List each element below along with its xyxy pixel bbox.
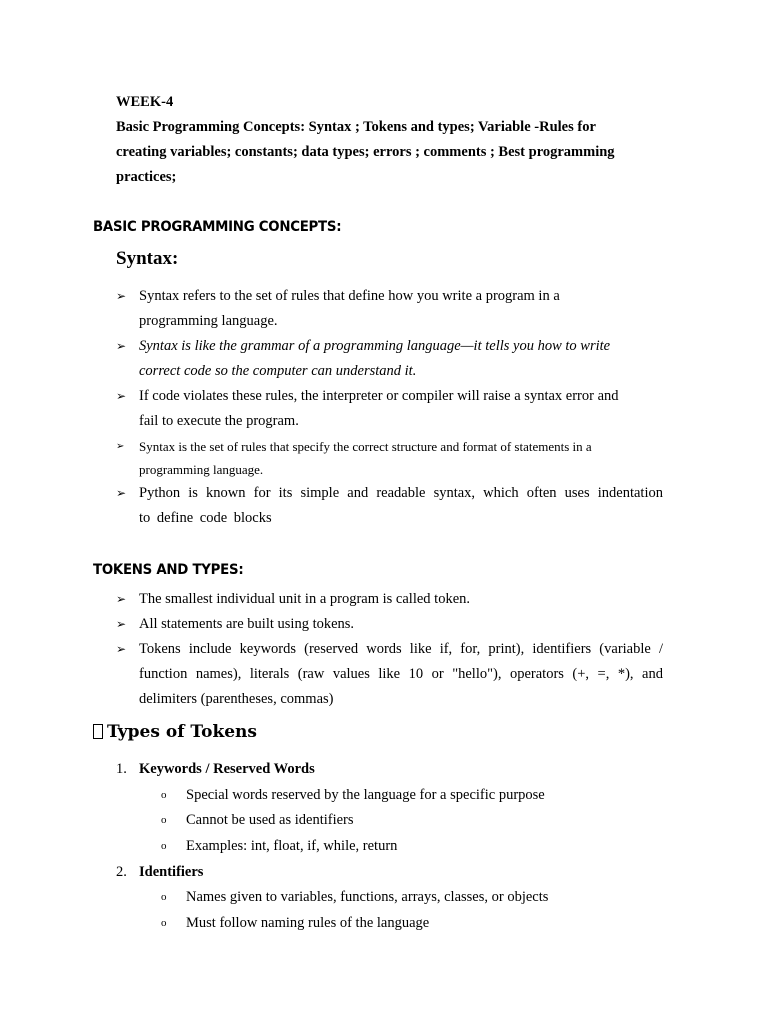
- list-item-text: Tokens include keywords (reserved words like if, for, print), identifiers (variable /: [139, 641, 663, 657]
- item-number: 1.: [116, 761, 127, 777]
- list-item-text: correct code so the computer can understand it.: [139, 363, 417, 379]
- topics-line-1: Basic Programming Concepts: Syntax ; Tokens and types; Variable -Rules for: [116, 119, 596, 135]
- syntax-heading: Syntax:: [116, 248, 179, 269]
- circle-bullet-icon: o: [161, 891, 167, 903]
- list-item-text: programming language.: [139, 313, 278, 329]
- week-label: WEEK-4: [116, 94, 174, 110]
- list-item-text: delimiters (parentheses, commas): [139, 691, 334, 707]
- sub-list-item-text: Cannot be used as identifiers: [186, 812, 354, 828]
- topics-line-3: practices;: [116, 169, 177, 185]
- sub-list-item-text: Special words reserved by the language for a specific purpose: [186, 787, 545, 803]
- sub-list-item-text: Examples: int, float, if, while, return: [186, 838, 398, 854]
- types-heading-text: Types of Tokens: [107, 722, 257, 742]
- list-item-text: programming language.: [139, 462, 264, 477]
- list-item-text: Syntax is like the grammar of a programming language—it tells you how to write: [139, 338, 611, 354]
- circle-bullet-icon: o: [161, 917, 167, 929]
- list-item-text: Syntax is the set of rules that specify the correct structure and format of statements in a: [139, 439, 592, 454]
- section-heading-tokens: TOKENS AND TYPES:: [93, 562, 244, 578]
- circle-bullet-icon: o: [161, 840, 167, 852]
- arrow-bullet-icon: ➢: [116, 642, 127, 656]
- list-item-text: If code violates these rules, the interpreter or compiler will raise a syntax error and: [139, 388, 619, 404]
- list-item-text: fail to execute the program.: [139, 413, 299, 429]
- arrow-bullet-icon: ➢: [116, 617, 127, 631]
- circle-bullet-icon: o: [161, 814, 167, 826]
- sub-list-item-text: Names given to variables, functions, arrays, classes, or objects: [186, 889, 549, 905]
- list-item-text: All statements are built using tokens.: [139, 616, 355, 632]
- missing-glyph-icon: [93, 724, 103, 739]
- types-of-tokens-heading: [93, 722, 257, 742]
- item-label: Keywords / Reserved Words: [139, 761, 315, 777]
- list-item-text: Python is known for its simple and readable syntax, which often uses indentation: [139, 485, 663, 501]
- section-heading-basic: BASIC PROGRAMMING CONCEPTS:: [93, 219, 342, 235]
- document-header: [116, 90, 676, 190]
- arrow-bullet-icon: ➢: [116, 592, 127, 606]
- list-item-text: to define code blocks: [139, 510, 272, 526]
- circle-bullet-icon: o: [161, 789, 167, 801]
- list-item-text: Syntax refers to the set of rules that define how you write a program in a: [139, 288, 560, 304]
- sub-list-item-text: Must follow naming rules of the language: [186, 915, 430, 931]
- item-label: Identifiers: [139, 864, 204, 880]
- arrow-bullet-icon: ➢: [116, 289, 127, 303]
- list-item-text: function names), literals (raw values like 10 or "hello"), operators (+, =, *), and: [139, 666, 663, 682]
- list-item-text: The smallest individual unit in a program is called token.: [139, 591, 471, 607]
- arrow-bullet-icon: ➢: [116, 441, 125, 452]
- topics-line-2: creating variables; constants; data types; errors ; comments ; Best programming: [116, 144, 615, 160]
- arrow-bullet-icon: ➢: [116, 389, 127, 403]
- item-number: 2.: [116, 864, 127, 880]
- arrow-bullet-icon: ➢: [116, 339, 127, 353]
- arrow-bullet-icon: ➢: [116, 486, 127, 500]
